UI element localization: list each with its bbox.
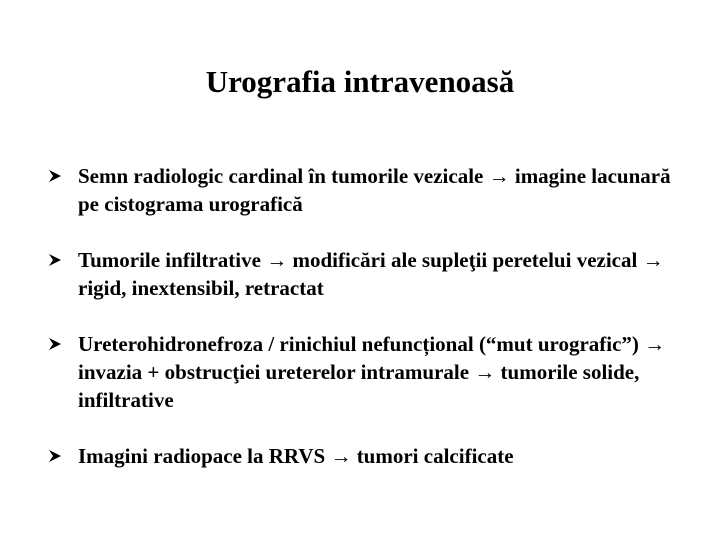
arrowhead-bullet-icon	[48, 169, 62, 183]
bullet-item	[48, 330, 688, 414]
slide-title: Urografia intravenoasă	[205, 64, 515, 99]
arrowhead-bullet-icon	[48, 253, 62, 267]
bullet-item	[48, 246, 688, 302]
bullet-item	[48, 442, 688, 470]
bullet-item	[48, 162, 688, 218]
bullet-text: Semn radiologic cardinal în tumorile vezicale → imagine lacunară pe cistograma urografică	[78, 164, 671, 216]
arrowhead-bullet-icon	[48, 337, 62, 351]
bullet-text: Ureterohidronefroza / rinichiul nefuncțional (“mut urografic”) → invazia + obstrucţiei ureterelor intramurale → tumorile solide, infiltrative	[78, 332, 666, 412]
bullet-text: Tumorile infiltrative → modificări ale supleţii peretelui vezical → rigid, inextensibil, retractat	[78, 248, 664, 300]
arrowhead-bullet-icon	[48, 449, 62, 463]
bullet-text: Imagini radiopace la RRVS → tumori calcificate	[78, 444, 514, 468]
bullet-list	[48, 162, 688, 498]
